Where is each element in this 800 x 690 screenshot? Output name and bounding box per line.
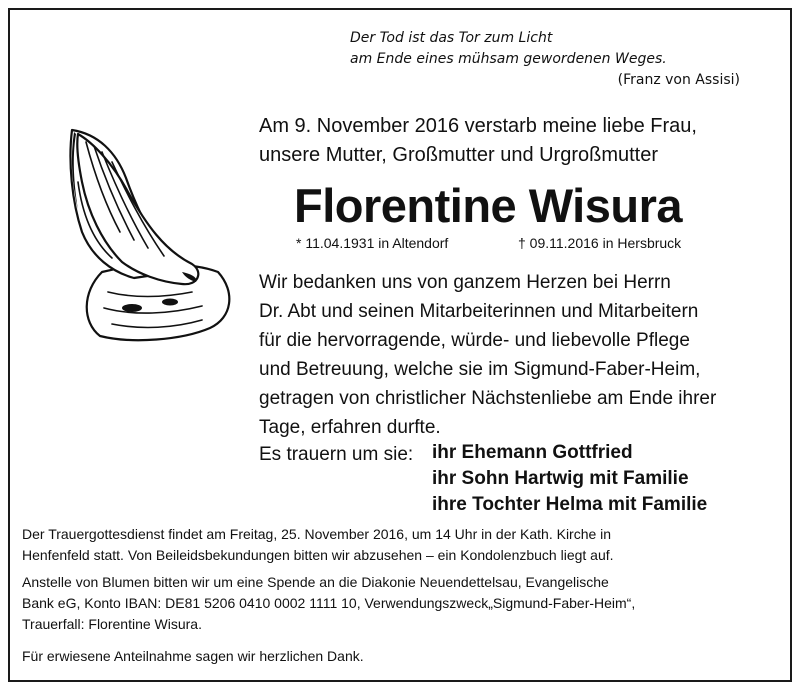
death-announcement <box>259 112 779 170</box>
donation-line: Bank eG, Konto IBAN: DE81 5206 0410 0002 1111 10, Verwendungszweck„Sigmund-Faber-Heim“, <box>22 595 636 611</box>
mourners-label: Es trauern um sie: <box>259 444 414 465</box>
mourner: ihr Ehemann Gottfried <box>432 442 633 463</box>
death-date: † 09.11.2016 in Hersbruck <box>518 235 682 251</box>
epigraph-quote <box>350 28 740 91</box>
thanks-line: Wir bedanken uns von ganzem Herzen bei Herrn <box>259 272 671 293</box>
thanks-line: getragen von christlicher Nächstenliebe am Ende ihrer <box>259 388 717 409</box>
intro-line-2: unsere Mutter, Großmutter und Urgroßmutter <box>259 144 659 166</box>
thanks-line: Tage, erfahren durfte. <box>259 417 441 438</box>
mourner: ihr Sohn Hartwig mit Familie <box>432 468 689 489</box>
praying-hands-icon <box>42 122 238 342</box>
quote-author: (Franz von Assisi) <box>617 72 740 88</box>
mourners-list <box>432 440 782 518</box>
thanks-line: Dr. Abt und seinen Mitarbeiterinnen und Mitarbeitern <box>259 301 699 322</box>
intro-line-1: Am 9. November 2016 verstarb meine liebe Frau, <box>259 115 697 137</box>
birth-date: * 11.04.1931 in Altendorf <box>296 235 449 251</box>
quote-line-1: Der Tod ist das Tor zum Licht <box>350 30 553 46</box>
donation-line: Trauerfall: Florentine Wisura. <box>22 616 202 632</box>
service-line: Der Trauergottesdienst findet am Freitag, 25. November 2016, um 14 Uhr in der Kath. Kirche in <box>22 526 612 542</box>
donation-notice <box>22 572 777 635</box>
donation-line: Anstelle von Blumen bitten wir um eine Spende an die Diakonie Neuendettelsau, Evangelische <box>22 574 609 590</box>
closing-line: Für erwiesene Anteilnahme sagen wir herzlichen Dank. <box>22 648 364 664</box>
deceased-name: Florentine Wisura <box>294 179 683 232</box>
mourner: ihre Tochter Helma mit Familie <box>432 494 708 515</box>
service-line: Henfenfeld statt. Von Beileidsbekundungen bitten wir abzusehen – ein Kondolenzbuch liegt auf. <box>22 547 614 563</box>
thanks-line: für die hervorragende, würde- und liebevolle Pflege <box>259 330 690 351</box>
thanks-line: und Betreuung, welche sie im Sigmund-Faber-Heim, <box>259 359 701 380</box>
service-notice <box>22 524 777 566</box>
quote-line-2: am Ende eines mühsam gewordenen Weges. <box>350 51 667 67</box>
thanks-paragraph <box>259 268 779 442</box>
closing-thanks <box>22 646 777 667</box>
